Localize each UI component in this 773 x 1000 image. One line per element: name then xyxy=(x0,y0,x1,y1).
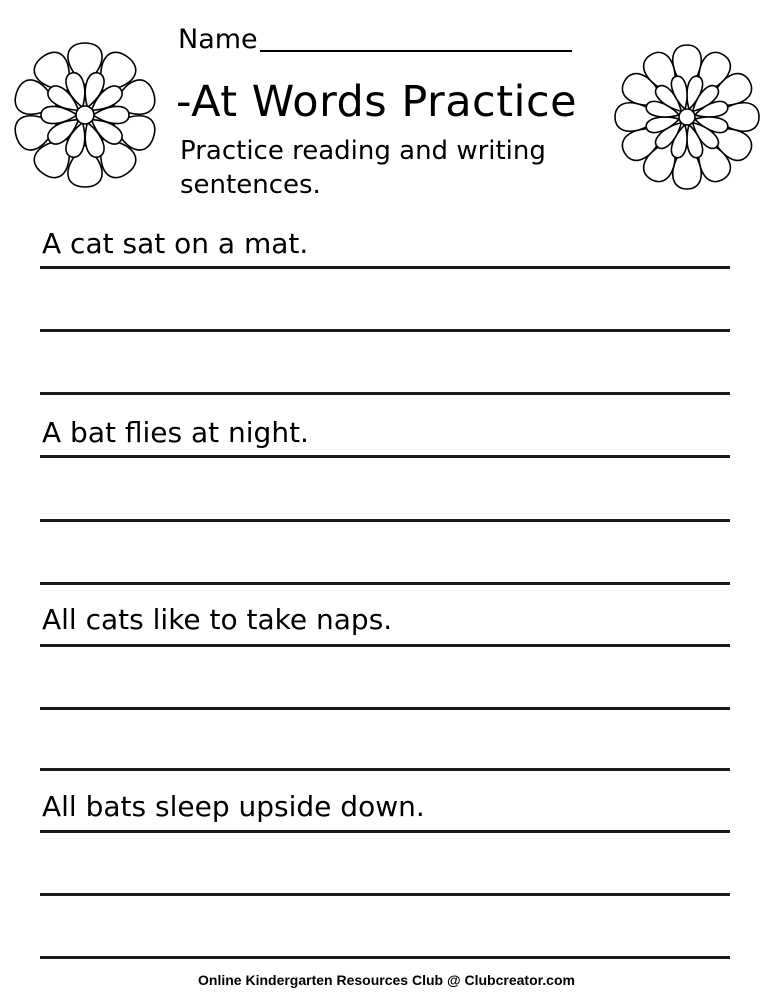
sentence-4: All bats sleep upside down. xyxy=(42,790,425,823)
sentence-3: All cats like to take naps. xyxy=(42,603,393,636)
writing-line-4b[interactable] xyxy=(40,956,730,959)
flower-left-icon xyxy=(10,40,160,190)
writing-line-3a[interactable] xyxy=(40,707,730,710)
worksheet-title: -At Words Practice xyxy=(176,77,578,127)
name-field[interactable] xyxy=(260,50,572,52)
sentence-1: A cat sat on a mat. xyxy=(42,227,309,260)
sentence-3-baseline xyxy=(40,644,730,647)
flower-right-icon xyxy=(612,42,762,192)
writing-line-1a[interactable] xyxy=(40,329,730,332)
worksheet-subtitle: Practice reading and writing sentences. xyxy=(180,136,546,200)
sentence-2-baseline xyxy=(40,455,730,458)
writing-line-2a[interactable] xyxy=(40,519,730,522)
footer-credit: Online Kindergarten Resources Club @ Clubcreator.com xyxy=(198,972,575,988)
sentence-1-baseline xyxy=(40,266,730,269)
sentence-4-baseline xyxy=(40,830,730,833)
writing-line-4a[interactable] xyxy=(40,893,730,896)
writing-line-3b[interactable] xyxy=(40,768,730,771)
name-row xyxy=(178,22,572,58)
writing-line-1b[interactable] xyxy=(40,392,730,395)
writing-line-2b[interactable] xyxy=(40,582,730,585)
sentence-2: A bat flies at night. xyxy=(42,416,309,449)
name-label: Name xyxy=(178,24,258,55)
